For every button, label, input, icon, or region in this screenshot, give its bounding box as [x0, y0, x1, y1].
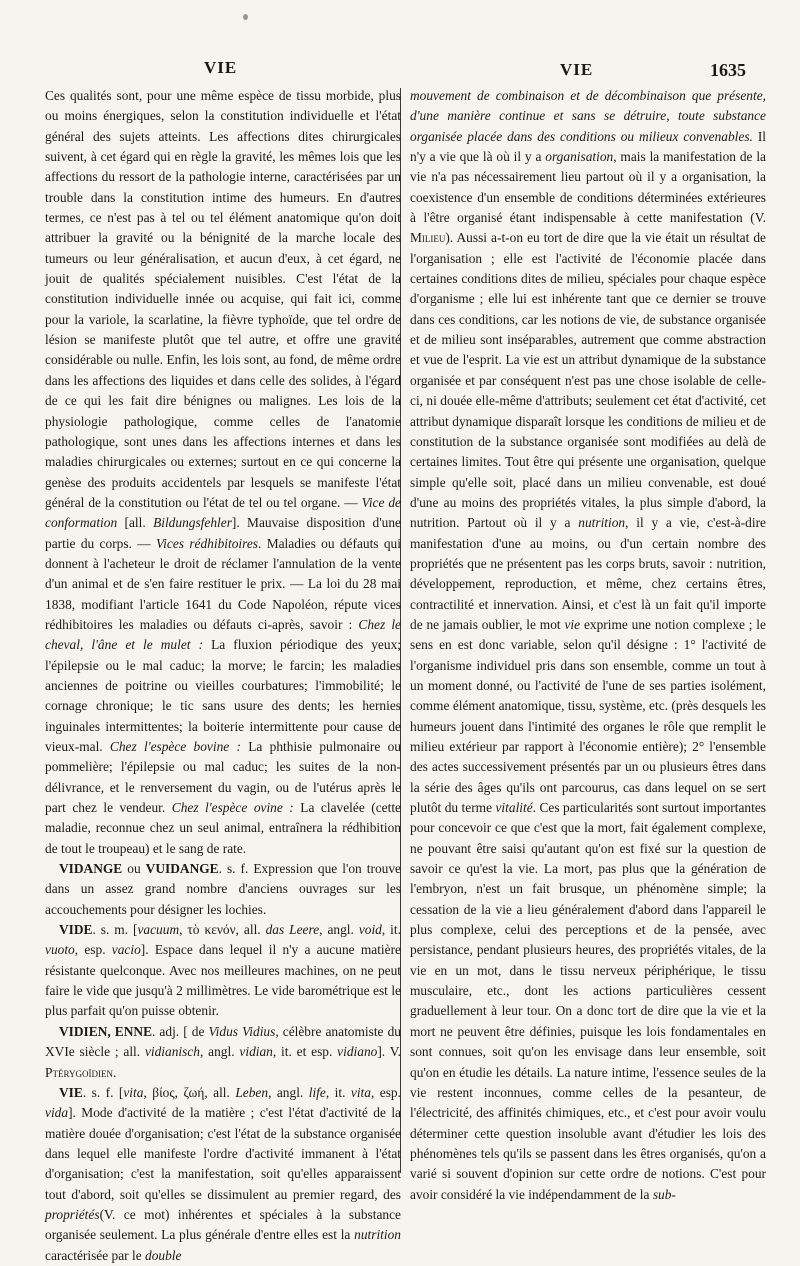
headword-vidien: VIDIEN, ENNE [59, 1023, 152, 1039]
running-head-right: VIE [560, 60, 594, 79]
entry-vie: VIE. s. f. [vita, βίος, ζωή, all. Leben, angl. life, it. vita, esp. vida]. Mode d'activité de la matière ; c'est l'état d'activité de la matière douée d'organisation; c'est l'état de la substance organisée dans lequel elle manifeste l'ordre d'activité immanent à l'état d'organisation; c'est la manifestation, soit qu'elles apparaissent tout d'abord, soit qu'elles se dissimulent au premier regard, des propriétés(V. ce mot) inhérentes et spéciales à la substance organisée seulement. La plus générale d'entre elles est la nutrition caractérisée par le double [45, 1084, 401, 1263]
headword-vidange: VIDANGE [59, 861, 123, 877]
right-column [410, 86, 766, 1205]
headword-vide: VIDE [59, 922, 93, 938]
entry-vidange: VIDANGE ou VUIDANGE. s. f. Expression que l'on trouve dans un assez grand nombre d'anciens ouvrages sur les accouchements pour désigner les lochies. [45, 861, 401, 917]
headword-vie: VIE [59, 1084, 83, 1100]
entry-vidien: VIDIEN, ENNE. adj. [ de Vidus Vidius, célèbre anatomiste du XVIe siècle ; all. vidianisch, angl. vidian, it. et esp. vidiano]. V. Ptérygoïdien. [45, 1023, 402, 1080]
paragraph-tumeurs: Ces qualités sont, pour une même espèce de tissu morbide, plus ou moins énergiques, selon la constitution individuelle et l'état général des sujets atteints. Les affections dites chirurgicales suivent, à cet égard qui en règle la gravité, les mêmes lois que les affections du ressort de la pathologie interne, caractérisées par un trouble dans la constitution intime des humeurs. En d'autres termes, ce n'est pas à tel ou tel élément anatomique qu'on doit attribuer la gravité ou la bénignité de la marche locale des tumeurs ou leur généralisation, et aucun d'eux, à cet égard, ne jouit de qualités spécialement nuisibles. C'est l'état de la constitution individuelle innée ou acquise, qui fait ici, comme pour la variole, la scarlatine, la fièvre typhoïde, que tel ordre de lésion se manifeste plutôt que tel autre, et offre une gravité considérable ou nulle. Enfin, les lois sont, au fond, de même ordre dans les affections des liquides et dans celle des solides, à l'égard de ce qui les fait dire bénignes ou malignes. Les lois de la physiologie pathologique, comme celles de l'anatomie pathologique, sont unes dans les affections internes et dans les maladies chirurgicales ou externes; surtout en ce qui concerne la genèse des produits accidentels par lesquels se manifeste l'état général de la constitution ou l'état de tel ou tel organe. — Vice de conformation [all. Bildungsfehler]. Mauvaise disposition d'une partie du corps. — Vices rédhibitoires. Maladies ou défauts qui donnent à l'acheteur le droit de réclamer l'annulation de la vente d'un animal et de s'en faire restituer le prix. — La loi du 28 mai 1838, modifiant l'article 1641 du Code Napoléon, répute vices rédhibitoires les maladies ou défauts ci-après, savoir : Chez le cheval, l'âne et le mulet : La fluxion périodique des yeux; l'épilepsie ou le mal caduc; la morve; le farcin; les maladies anciennes de poitrine ou vieilles courbatures; l'immobilité; le cornage chronique; le tic sans usure des dents; les hernies inguinales intermittentes; la boiterie intermittente pour cause de vieux-mal. Chez l'espèce bovine : La phthisie pulmonaire ou pommelière; l'épilepsie ou mal caduc; les suites de la non-délivrance, et le renversement du vagin, ou de l'utérus après le part chez le vendeur. Chez l'espèce ovine : La clavelée (cette maladie, reconnue chez un seul animal, entraînera la rédhibition de tout le troupeau) et le sang de rate. [45, 88, 402, 856]
left-column [45, 86, 401, 1266]
ink-speck [243, 14, 248, 20]
page-number: 1635 [710, 60, 746, 80]
entry-vie-continued: mouvement de combinaison et de décombinaison que présente, d'une manière continue et sans se détruire, toute substance organisée placée dans des conditions ou milieux convenables. Il n'y a vie que là où il y a organisation, mais la manifestation de la vie n'a pas nécessairement lieu partout où il y a organisation, la coexistence d'un ensemble de conditions déterminées extérieures à l'être organisé étant indispensable à cette manifestation (V. Milieu). Aussi a-t-on eu tort de dire que la vie était un résultat de l'organisation ; elle est l'activité de l'économie placée dans certaines conditions dites de milieu, spéciales pour chaque espèce d'organisme ; elle lui est inhérente tant que ce dernier se trouve dans ces conditions, car les notions de vie, de substance organisée et de milieu sont inséparables, autrement que comme abstraction et vue de l'esprit. La vie est un attribut dynamique de la substance organisée et par conséquent n'est pas une chose isolable de celle-ci, ni douée elle-même d'attributs; seulement cet état d'activité, cet attribut dynamique disparaît lorsque les conditions de milieu et de constitution de la substance organisée sont modifiées au delà de certaines limites. Tout être qui présente une organisation, quelque simple qu'elle soit, placé dans un milieu convenable, est doué d'une au moins des propriétés vitales, la plus simple d'abord, la nutrition. Partout où il y a nutrition, il y a vie, c'est-à-dire manifestation d'une au moins, ou d'un certain nombre des propriétés que ne présentent pas les corps bruts, savoir : nutrition, développement, reproduction, et même, chez certains êtres, contractilité et innervation. Ainsi, et c'est là un fait qu'il importe de ne jamais oublier, le mot vie exprime une notion complexe ; le sens en est donc variable, selon qu'il désigne : 1° l'activité de l'organisme individuel pris dans son ensemble, comme un tout à un moment donné, ou l'activité de l'une de ses parties isolément, comme élément anatomique, tissu, système, etc. (près desquels les humeurs jouent dans l'intimité des organes le rôle que remplit le milieu extérieur par rapport à l'économie entière); 2° l'ensemble des actes successivement présentés par un ou plusieurs êtres dans la série des âges qu'ils ont parcourus, cas dans lequel on se sert plutôt du terme vitalité. Ces particularités sont surtout importantes pour concevoir ce que c'est que la mort, fait également complexe, ne pouvant être saisi qu'autant qu'on est fixé sur la question de savoir ce qu'est la vie. La mort, pas plus que la génération de l'embryon, n'est un fait brusque, un phénomène simple; la cessation de la vie a lieu généralement d'abord dans l'appareil le plus complexe, celui des perceptions et de la pensée, avec persistance, pendant plusieurs heures, des propriétés vitales, de la vie en un mot, dans le tissu nerveux périphérique, le tissu musculaire, etc., dont les actions particulières cessent graduellement à leur tour. On a donc tort de dire que la vie et la mort ne peuvent être définies, puisque les lois fondamentales en sont connues, soit qu'on les envisage dans leur ensemble, soit qu'on en étudie les détails. La nature intime, l'essence seules de la vie restent inconnues, comme celles de la pesanteur, de l'électricité, des affinités chimiques, etc., et c'est pour avoir voulu déterminer cette question insoluble avant d'étudier les lois des phénomènes tels qu'ils se passent dans les êtres organisés, qu'on a varié si souvent d'opinion sur cette ordre de notions. C'est pour avoir considéré la vie indépendamment de la sub- [410, 88, 767, 1202]
running-head-left: VIE [204, 58, 238, 77]
entry-vide: VIDE. s. m. [vacuum, τὸ κενόν, all. das Leere, angl. void, it. vuoto, esp. vacio]. Espace dans lequel il n'y a aucune matière résistante quelconque. Avec nos meilleures machines, on ne peut faire le vide que jusqu'à 2 millimètres. Le vide barométrique est le plus parfait qu'on puisse obtenir. [45, 922, 401, 1019]
headword-vuidange: VUIDANGE [145, 861, 219, 877]
